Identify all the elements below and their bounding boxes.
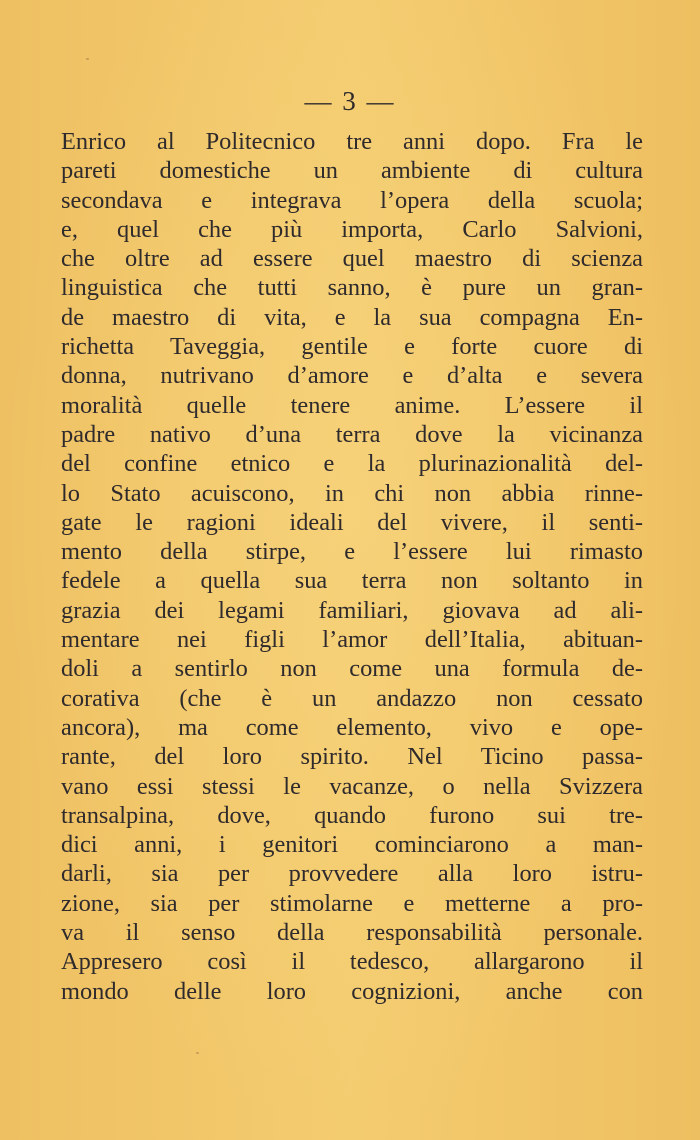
text-line: ancora), ma come elemento, vivo e ope- <box>61 713 643 741</box>
text-line: e, quel che più importa, Carlo Salvioni, <box>61 215 643 243</box>
text-line: grazia dei legami familiari, giovava ad ali- <box>61 596 643 624</box>
text-line: lo Stato acuiscono, in chi non abbia rinne- <box>61 479 643 507</box>
body-paragraph <box>61 127 643 1006</box>
text-line: rante, del loro spirito. Nel Ticino passa- <box>61 743 643 771</box>
text-line: mondo delle loro cognizioni, anche con <box>61 977 643 1005</box>
text-line: donna, nutrivano d’amore e d’alta e severa <box>61 362 643 390</box>
text-line: che oltre ad essere quel maestro di scienza <box>61 245 643 273</box>
text-line: mentare nei figli l’amor dell’Italia, abituan- <box>61 626 643 654</box>
text-line: gate le ragioni ideali del vivere, il senti- <box>61 508 643 536</box>
text-line: de maestro di vita, e la sua compagna En- <box>61 303 643 331</box>
page-number: — 3 — <box>304 86 396 116</box>
text-line: moralità quelle tenere anime. L’essere il <box>61 391 643 419</box>
text-line: mento della stirpe, e l’essere lui rimasto <box>61 538 643 566</box>
text-line: zione, sia per stimolarne e metterne a pro- <box>61 889 643 917</box>
text-line: va il senso della responsabilità personale. <box>61 919 643 947</box>
text-line: corativa (che è un andazzo non cessato <box>61 684 643 712</box>
text-line: doli a sentirlo non come una formula de- <box>61 655 643 683</box>
text-line: transalpina, dove, quando furono sui tre- <box>61 801 643 829</box>
text-line: linguistica che tutti sanno, è pure un gran- <box>61 274 643 302</box>
text-line: secondava e integrava l’opera della scuola; <box>61 186 643 214</box>
text-line: Appresero così il tedesco, allargarono il <box>61 948 643 976</box>
paper-speck <box>86 58 89 60</box>
text-line: del confine etnico e la plurinazionalità del- <box>61 450 643 478</box>
paper-speck <box>196 1052 199 1054</box>
text-line: darli, sia per provvedere alla loro istru- <box>61 860 643 888</box>
text-line: dici anni, i genitori cominciarono a man- <box>61 831 643 859</box>
text-line: padre nativo d’una terra dove la vicinanza <box>61 420 643 448</box>
text-line: fedele a quella sua terra non soltanto in <box>61 567 643 595</box>
text-line: Enrico al Politecnico tre anni dopo. Fra le <box>61 128 643 155</box>
text-line: pareti domestiche un ambiente di cultura <box>61 157 643 185</box>
text-line: richetta Taveggia, gentile e forte cuore di <box>61 333 643 361</box>
text-line: vano essi stessi le vacanze, o nella Svizzera <box>61 772 643 800</box>
